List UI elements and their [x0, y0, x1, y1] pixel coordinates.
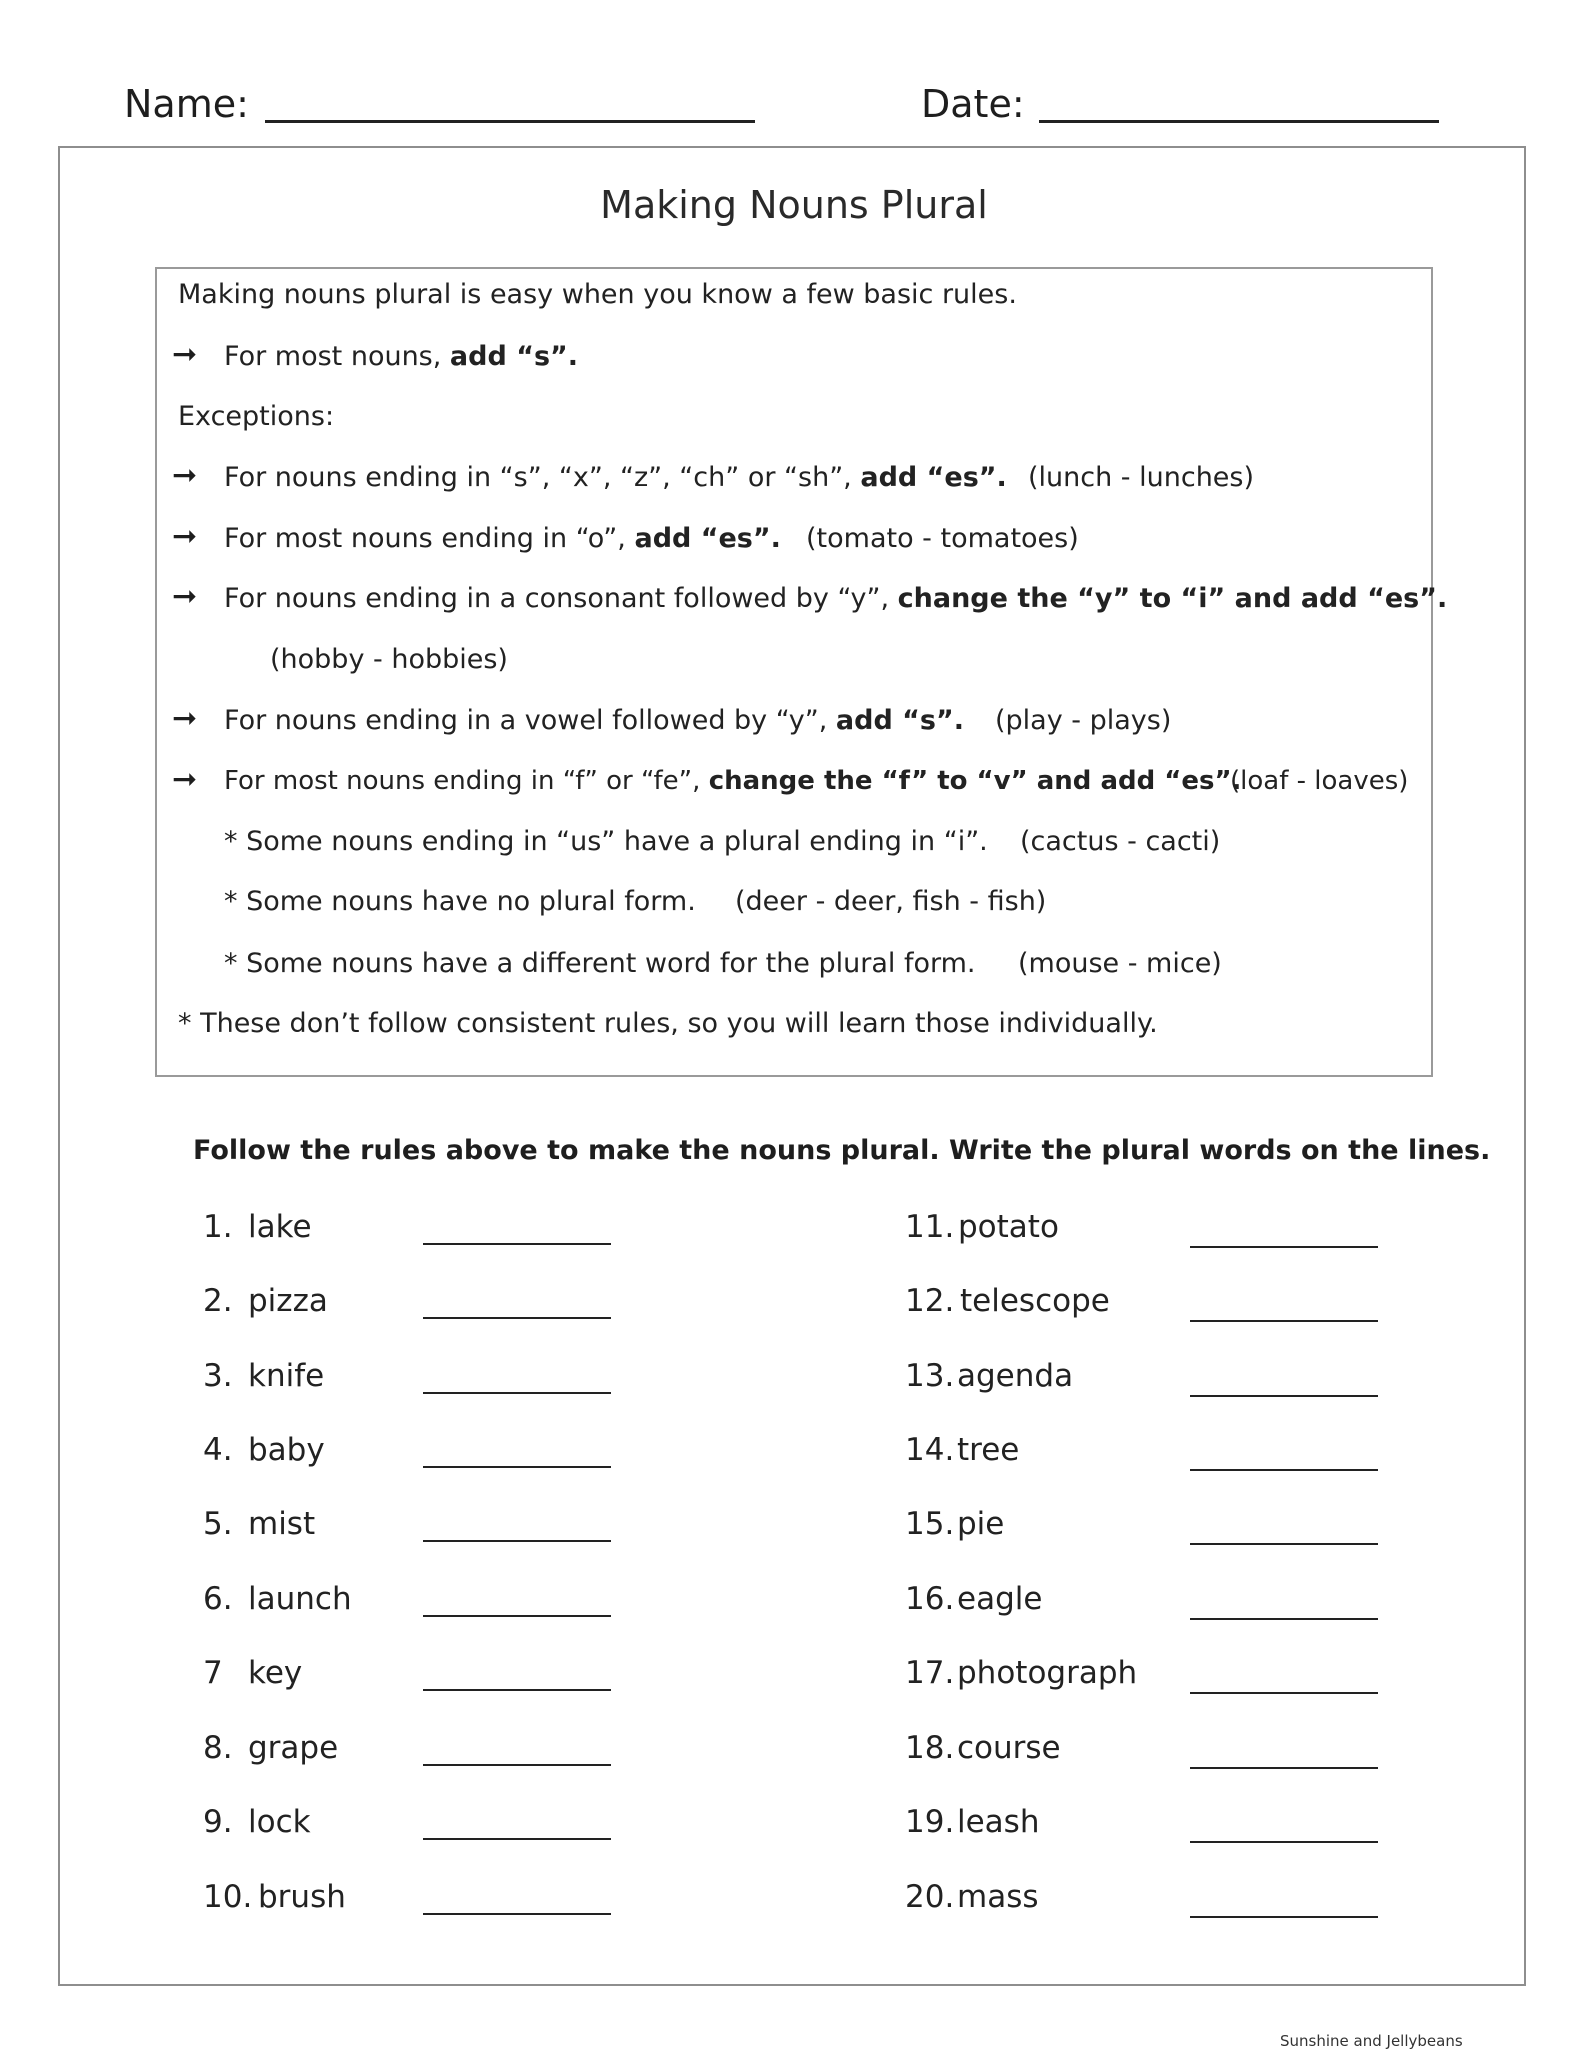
answer-line[interactable]	[1190, 1692, 1378, 1694]
item-number: 7	[203, 1655, 223, 1691]
rule-5	[224, 705, 964, 736]
answer-line[interactable]	[1190, 1916, 1378, 1918]
rule-4-text: For nouns ending in a consonant followed by “y”,	[224, 583, 898, 614]
item-word: lock	[248, 1804, 311, 1840]
note-1-example: (cactus - cacti)	[1020, 826, 1221, 857]
answer-line[interactable]	[423, 1838, 611, 1840]
item-number: 11.	[905, 1209, 955, 1245]
exceptions-label: Exceptions:	[178, 401, 335, 432]
item-number: 17.	[905, 1655, 955, 1691]
answer-line[interactable]	[423, 1466, 611, 1468]
arrow-icon: ➞	[172, 519, 198, 554]
note-2: * Some nouns have no plural form.	[224, 886, 696, 917]
arrow-icon: ➞	[172, 458, 198, 493]
item-word: agenda	[957, 1358, 1074, 1394]
answer-line[interactable]	[423, 1317, 611, 1319]
answer-line[interactable]	[423, 1913, 611, 1915]
rule-1	[224, 341, 578, 372]
arrow-icon: ➞	[172, 337, 198, 372]
item-number: 15.	[905, 1506, 955, 1542]
item-word: course	[957, 1730, 1061, 1766]
item-number: 5.	[203, 1506, 233, 1542]
instructions: Follow the rules above to make the nouns plural. Write the plural words on the lines.	[193, 1135, 1491, 1166]
answer-line[interactable]	[1190, 1320, 1378, 1322]
rule-3-text: For most nouns ending in “o”,	[224, 523, 635, 554]
answer-line[interactable]	[1190, 1469, 1378, 1471]
answer-line[interactable]	[1190, 1767, 1378, 1769]
item-word: lake	[248, 1209, 312, 1245]
item-word: tree	[957, 1432, 1020, 1468]
rules-closing: * These don’t follow consistent rules, so you will learn those individually.	[178, 1008, 1158, 1039]
answer-line[interactable]	[1190, 1841, 1378, 1843]
answer-line[interactable]	[423, 1615, 611, 1617]
answer-line[interactable]	[423, 1764, 611, 1766]
worksheet-title: Making Nouns Plural	[600, 183, 988, 227]
note-1: * Some nouns ending in “us” have a plural ending in “i”.	[224, 826, 988, 857]
item-word: knife	[248, 1358, 325, 1394]
rules-intro: Making nouns plural is easy when you know a few basic rules.	[178, 279, 1017, 310]
item-number: 2.	[203, 1283, 233, 1319]
rule-5-bold: add “s”.	[835, 705, 964, 736]
arrow-icon: ➞	[172, 579, 198, 614]
rule-1-text: For most nouns,	[224, 341, 450, 372]
item-number: 12.	[905, 1283, 955, 1319]
rule-2	[224, 462, 1007, 493]
item-word: baby	[248, 1432, 325, 1468]
arrow-icon: ➞	[172, 701, 198, 736]
date-label: Date:	[921, 82, 1025, 126]
item-number: 14.	[905, 1432, 955, 1468]
item-word: pie	[957, 1506, 1005, 1542]
rule-3-bold: add “es”.	[634, 523, 781, 554]
item-word: brush	[258, 1879, 346, 1915]
rule-3-example: (tomato - tomatoes)	[806, 523, 1079, 554]
item-number: 13.	[905, 1358, 955, 1394]
rule-6-bold: change the “f” to “v” and add “es”.	[708, 766, 1242, 796]
rule-4-example: (hobby - hobbies)	[270, 644, 508, 675]
rule-2-text: For nouns ending in “s”, “x”, “z”, “ch” or “sh”,	[224, 462, 861, 493]
answer-line[interactable]	[1190, 1246, 1378, 1248]
item-number: 9.	[203, 1804, 233, 1840]
item-word: launch	[248, 1581, 352, 1617]
item-word: grape	[248, 1730, 339, 1766]
item-number: 1.	[203, 1209, 233, 1245]
rule-6-example: (loaf - loaves)	[1230, 766, 1409, 796]
item-word: photograph	[957, 1655, 1138, 1691]
item-number: 19.	[905, 1804, 955, 1840]
name-field[interactable]	[265, 120, 755, 123]
item-number: 18.	[905, 1730, 955, 1766]
item-word: eagle	[957, 1581, 1043, 1617]
rule-2-example: (lunch - lunches)	[1028, 462, 1255, 493]
item-number: 6.	[203, 1581, 233, 1617]
item-number: 8.	[203, 1730, 233, 1766]
item-word: key	[248, 1655, 303, 1691]
name-label: Name:	[124, 82, 249, 126]
rule-4-bold: change the “y” to “i” and add “es”.	[897, 583, 1448, 614]
note-2-example: (deer - deer, fish - fish)	[735, 886, 1047, 917]
date-field[interactable]	[1039, 120, 1439, 123]
item-number: 4.	[203, 1432, 233, 1468]
answer-line[interactable]	[423, 1540, 611, 1542]
answer-line[interactable]	[423, 1243, 611, 1245]
rule-4	[224, 583, 1447, 614]
rule-3	[224, 523, 781, 554]
item-word: potato	[958, 1209, 1059, 1245]
answer-line[interactable]	[423, 1689, 611, 1691]
item-word: leash	[957, 1804, 1040, 1840]
rule-2-bold: add “es”.	[860, 462, 1007, 493]
item-number: 20.	[905, 1879, 955, 1915]
item-word: telescope	[960, 1283, 1110, 1319]
item-word: mist	[248, 1506, 316, 1542]
rule-5-text: For nouns ending in a vowel followed by “y”,	[224, 705, 836, 736]
item-number: 10.	[203, 1879, 253, 1915]
item-word: mass	[957, 1879, 1039, 1915]
rule-6	[224, 766, 1241, 796]
note-3: * Some nouns have a different word for the plural form.	[224, 948, 976, 979]
answer-line[interactable]	[1190, 1543, 1378, 1545]
rule-6-text: For most nouns ending in “f” or “fe”,	[224, 766, 709, 796]
rule-5-example: (play - plays)	[995, 705, 1172, 736]
arrow-icon: ➞	[172, 762, 198, 797]
rule-1-bold: add “s”.	[449, 341, 579, 372]
item-number: 3.	[203, 1358, 233, 1394]
item-word: pizza	[248, 1283, 328, 1319]
footer-credit: Sunshine and Jellybeans	[1280, 2032, 1463, 2050]
note-3-example: (mouse - mice)	[1018, 948, 1222, 979]
answer-line[interactable]	[1190, 1395, 1378, 1397]
item-number: 16.	[905, 1581, 955, 1617]
answer-line[interactable]	[1190, 1618, 1378, 1620]
answer-line[interactable]	[423, 1392, 611, 1394]
